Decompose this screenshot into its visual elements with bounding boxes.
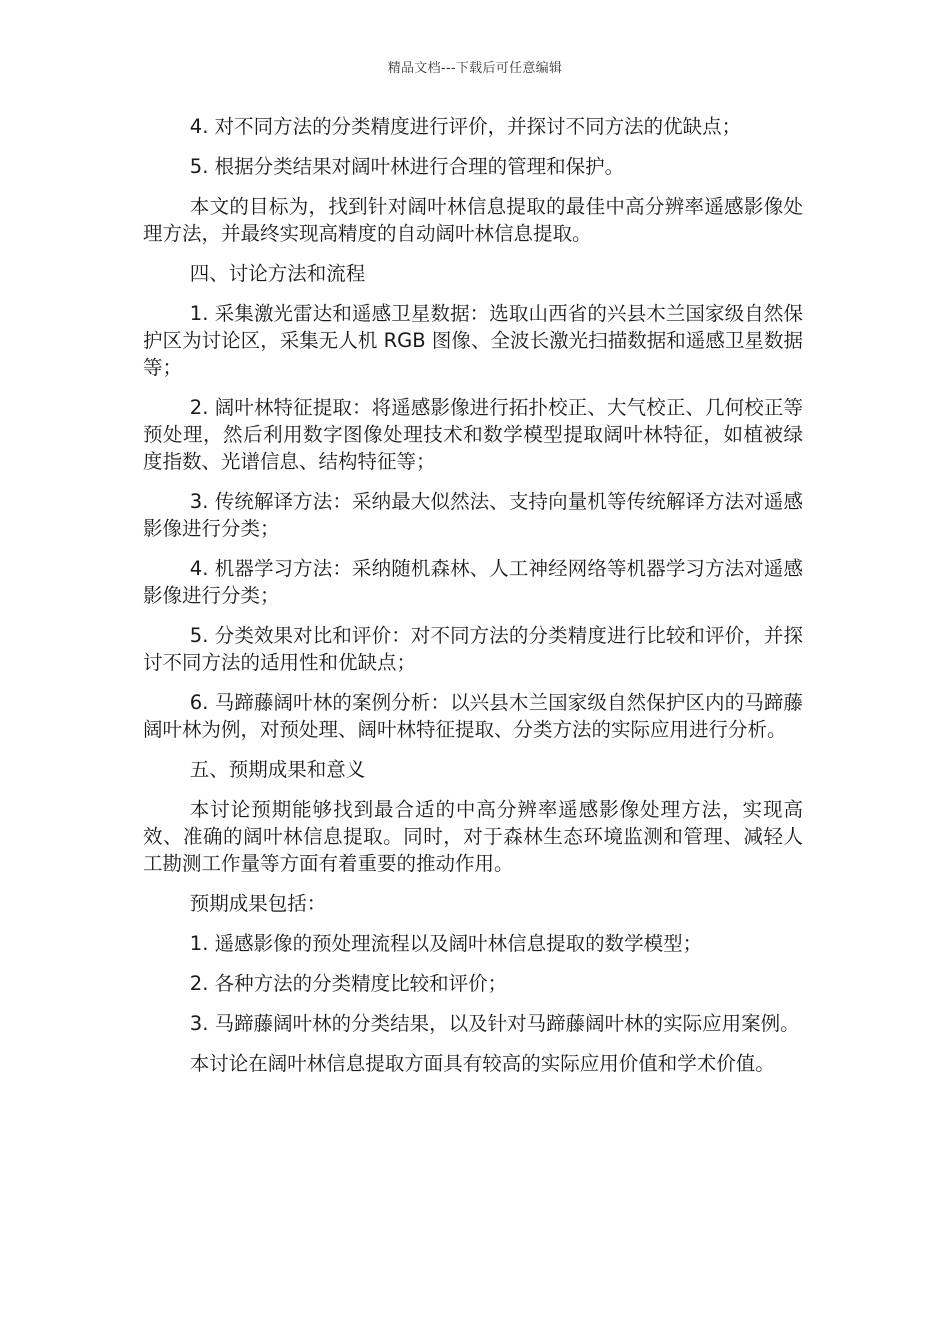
method-step-4: 4. 机器学习方法：采纳随机森林、人工神经网络等机器学习方法对遥感影像进行分类； [143, 557, 803, 607]
outcome-item-3: 3. 马蹄藤阔叶林的分类结果，以及针对马蹄藤阔叶林的实际应用案例。 [189, 1012, 800, 1035]
method-step-1: 1. 采集激光雷达和遥感卫星数据：选取山西省的兴县木兰国家级自然保护区为讨论区，采集无人机 RGB 图像、全波长激光扫描数据和遥感卫星数据等； [143, 302, 803, 379]
method-step-3: 3. 传统解译方法：采纳最大似然法、支持向量机等传统解译方法对遥感影像进行分类； [143, 490, 803, 540]
outcome-item-1: 1. 遥感影像的预处理流程以及阔叶林信息提取的数学模型； [189, 932, 703, 955]
section-heading-methods: 四、讨论方法和流程 [189, 262, 366, 285]
section-heading-outcomes: 五、预期成果和意义 [189, 758, 366, 781]
outcomes-paragraph: 本讨论预期能够找到最合适的中高分辨率遥感影像处理方法，实现高效、准确的阔叶林信息提取。同时，对于森林生态环境监测和管理、减轻人工勘测工作量等方面有着重要的推动作用。 [143, 798, 803, 875]
method-step-6: 6. 马蹄藤阔叶林的案例分析：以兴县木兰国家级自然保护区内的马蹄藤阔叶林为例，对预处理、阔叶林特征提取、分类方法的实际应用进行分析。 [143, 691, 803, 741]
closing-paragraph: 本讨论在阔叶林信息提取方面具有较高的实际应用价值和学术价值。 [189, 1052, 775, 1075]
outcomes-intro: 预期成果包括： [189, 892, 327, 915]
list-item-evaluate-methods: 4. 对不同方法的分类精度进行评价，并探讨不同方法的优缺点； [189, 115, 742, 138]
document-body [143, 113, 803, 1090]
goal-paragraph: 本文的目标为，找到针对阔叶林信息提取的最佳中高分辨率遥感影像处理方法，并最终实现高精度的自动阔叶林信息提取。 [143, 195, 803, 245]
list-item-manage-protect: 5. 根据分类结果对阔叶林进行合理的管理和保护。 [189, 155, 625, 178]
outcome-item-2: 2. 各种方法的分类精度比较和评价； [189, 972, 508, 995]
page-header: 精品文档---下载后可任意编辑 [387, 61, 563, 76]
method-step-2: 2. 阔叶林特征提取：将遥感影像进行拓扑校正、大气校正、几何校正等预处理，然后利用数字图像处理技术和数学模型提取阔叶林特征，如植被绿度指数、光谱信息、结构特征等； [143, 396, 803, 473]
method-step-5: 5. 分类效果对比和评价：对不同方法的分类精度进行比较和评价，并探讨不同方法的适用性和优缺点； [143, 624, 803, 674]
